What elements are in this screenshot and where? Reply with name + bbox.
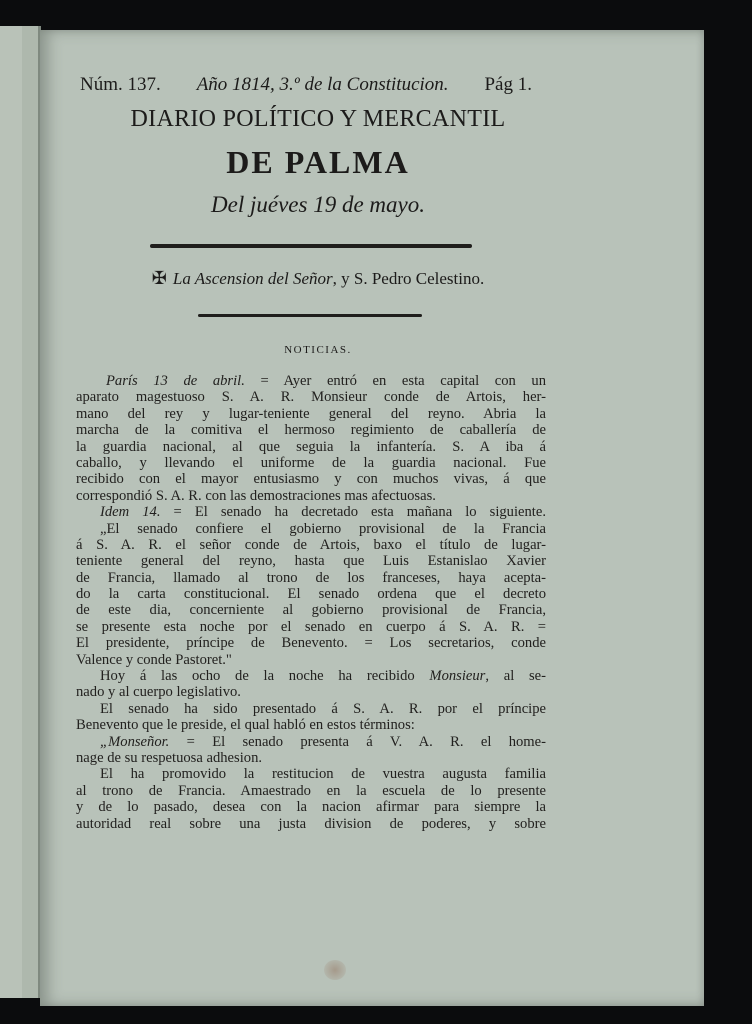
article-line xyxy=(76,488,546,504)
article-line-text: la guardia nacional, al que seguia la infantería. S. A iba á xyxy=(76,438,546,455)
article-line-text: , al se- xyxy=(485,668,546,685)
article-line xyxy=(76,750,546,766)
article-line xyxy=(76,586,546,602)
divider-rule-bottom xyxy=(198,314,422,317)
feast-italic: La Ascension del Señor xyxy=(172,269,333,288)
article-line-text: Hoy á las ocho de la noche ha recibido xyxy=(100,668,430,685)
article-line-text: al trono de Francia. Amaestrado en la escuela de lo presente xyxy=(76,782,546,799)
issue-number: Núm. 137. xyxy=(80,74,161,95)
header-line xyxy=(80,74,532,96)
article-line-text: de este dia, concerniente al gobierno provisional de Francia, xyxy=(76,602,546,619)
article-line-text: El ha promovido la restitucion de vuestra augusta familia xyxy=(100,766,546,783)
article-line xyxy=(76,439,546,455)
article-body xyxy=(76,373,546,832)
article-line-text: do la carta constitucional. El senado ordena que el decreto xyxy=(76,586,546,603)
article-line xyxy=(76,389,546,405)
article-line-text: Valence y conde Pastoret." xyxy=(76,651,232,668)
article-line-text: „El senado confiere el gobierno provisional de la Francia xyxy=(100,520,546,537)
article-line-text: se presente esta noche por el senado en cuerpo á S. A. R. = xyxy=(76,618,546,635)
article-line xyxy=(76,504,546,520)
article-line xyxy=(76,766,546,782)
article-line xyxy=(76,422,546,438)
article-line-text: = El senado ha decretado esta mañana lo siguiente. xyxy=(160,504,546,521)
article-line-text: caballo, y llevando el uniforme de la guardia nacional. Fue xyxy=(76,454,546,471)
article-line xyxy=(76,734,546,750)
section-heading: NOTICIAS. xyxy=(284,344,352,356)
article-line-text: autoridad real sobre una justa division de poderes, y sobre xyxy=(76,815,546,832)
article-line-text: nado y al cuerpo legislativo. xyxy=(76,684,241,701)
article-line xyxy=(76,668,546,684)
article-line xyxy=(76,619,546,635)
article-line-italic: Monsieur xyxy=(429,668,486,685)
article-line-text: aparato magestuoso S. A. R. Monsieur conde de Artois, her- xyxy=(76,389,546,406)
article-line xyxy=(76,652,546,668)
article-line-text: El presidente, príncipe de Benevento. = Los secretarios, conde xyxy=(76,635,546,652)
newspaper-page xyxy=(40,30,704,1006)
article-line xyxy=(76,455,546,471)
issue-date: Del juéves 19 de mayo. xyxy=(211,192,425,217)
article-line-italic: París 13 de abril. xyxy=(106,373,245,389)
article-line-text: correspondió S. A. R. con las demostraciones mas afectuosas. xyxy=(76,487,436,504)
article-line xyxy=(76,553,546,569)
page-number: Pág 1. xyxy=(484,74,532,95)
article-line-text: El senado ha sido presentado á S. A. R. por el príncipe xyxy=(100,700,546,717)
article-line xyxy=(76,537,546,553)
article-line-text: mano del rey y lugar-teniente general del reyno. Abria la xyxy=(76,405,546,422)
divider-rule-top xyxy=(150,244,472,248)
article-line xyxy=(76,783,546,799)
article-line xyxy=(76,471,546,487)
article-line xyxy=(76,602,546,618)
article-line-italic: „Monseñor. xyxy=(100,733,170,750)
article-line-text: teniente general del reyno, hasta que Luis Estanislao Xavier xyxy=(76,553,546,570)
article-line xyxy=(76,521,546,537)
feast-line xyxy=(80,268,556,289)
article-line-text: á S. A. R. el señor conde de Artois, baxo el título de lugar- xyxy=(76,536,546,553)
article-line-text: = El senado presenta á V. A. R. el home- xyxy=(169,733,546,750)
article-line xyxy=(76,406,546,422)
article-line xyxy=(76,816,546,832)
facing-page-margin xyxy=(0,26,22,998)
article-line-text: = Ayer entró en esta capital con un xyxy=(244,373,547,389)
article-line-text: Benevento que le preside, el qual habló en estos términos: xyxy=(76,717,415,734)
issue-year: Año 1814, 3.º de la Constitucion. xyxy=(196,74,449,95)
feast-rest: , y S. Pedro Celestino. xyxy=(332,269,485,288)
facing-page-edge xyxy=(0,26,41,998)
article-line xyxy=(76,684,546,700)
article-line xyxy=(76,799,546,815)
article-line xyxy=(76,635,546,651)
article-line-text: de Francia, llamado al trono de los franceses, haya acepta- xyxy=(76,569,546,586)
article-line xyxy=(76,701,546,717)
article-line-text: marcha de la comitiva el hermoso regimiento de caballería de xyxy=(76,422,546,439)
article-line xyxy=(76,373,546,389)
paper-stain xyxy=(324,960,346,980)
cross-icon: ✠ xyxy=(151,268,167,288)
article-line xyxy=(76,570,546,586)
article-line-italic: Idem 14. xyxy=(100,504,161,521)
article-line-text: recibido con el mayor entusiasmo y con muchos vivas, á que xyxy=(76,471,546,488)
article-line xyxy=(76,717,546,733)
article-line-text: nage de su respetuosa adhesion. xyxy=(76,749,263,766)
masthead-title-line2: DE PALMA xyxy=(226,144,410,180)
article-line-text: y de lo pasado, desea con la nacion afirmar para siempre la xyxy=(76,799,546,816)
masthead-title-line1: DIARIO POLÍTICO Y MERCANTIL xyxy=(130,106,506,132)
